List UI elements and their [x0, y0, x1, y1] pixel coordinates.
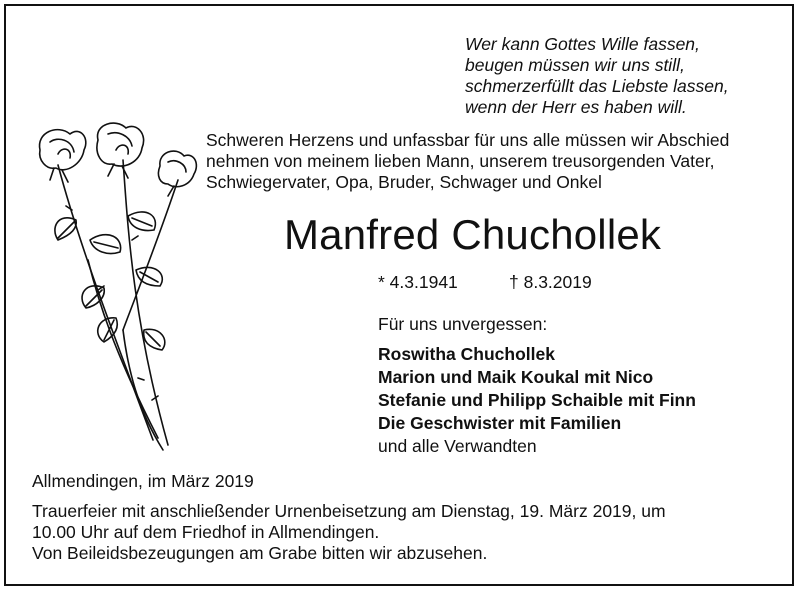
intro-line: nehmen von meinem lieben Mann, unserem treusorgenden Vater, [206, 151, 715, 171]
poem-line: schmerzerfüllt das Liebste lassen, [465, 76, 729, 96]
ceremony-line: Trauerfeier mit anschließender Urnenbeisetzung am Dienstag, 19. März 2019, um [32, 501, 666, 521]
mourner-name: Roswitha Chuchollek [378, 344, 555, 364]
poem [465, 34, 729, 118]
birth-date: * 4.3.1941 [378, 272, 458, 292]
intro-text [206, 130, 729, 193]
intro-line: Schwiegervater, Opa, Bruder, Schwager und Onkel [206, 172, 602, 192]
ceremony-line: 10.00 Uhr auf dem Friedhof in Allmendingen. [32, 522, 380, 542]
ceremony-line: Von Beileidsbezeugungen am Grabe bitten wir abzusehen. [32, 543, 488, 563]
mourner-name: Stefanie und Philipp Schaible mit Finn [378, 390, 696, 410]
intro-line: Schweren Herzens und unfassbar für uns alle müssen wir Abschied [206, 130, 730, 150]
roses-icon [28, 120, 203, 460]
mourner-name: Marion und Maik Koukal mit Nico [378, 367, 654, 387]
mourners-heading: Für uns unvergessen: [378, 314, 548, 334]
mourners-others: und alle Verwandten [378, 436, 537, 456]
poem-line: Wer kann Gottes Wille fassen, [465, 34, 700, 54]
mourner-name: Die Geschwister mit Familien [378, 413, 622, 433]
poem-line: wenn der Herr es haben will. [465, 97, 687, 117]
place-date: Allmendingen, im März 2019 [32, 471, 254, 491]
death-date: † 8.3.2019 [509, 272, 592, 292]
deceased-name: Manfred Chuchollek [284, 211, 662, 258]
poem-line: beugen müssen wir uns still, [465, 55, 685, 75]
